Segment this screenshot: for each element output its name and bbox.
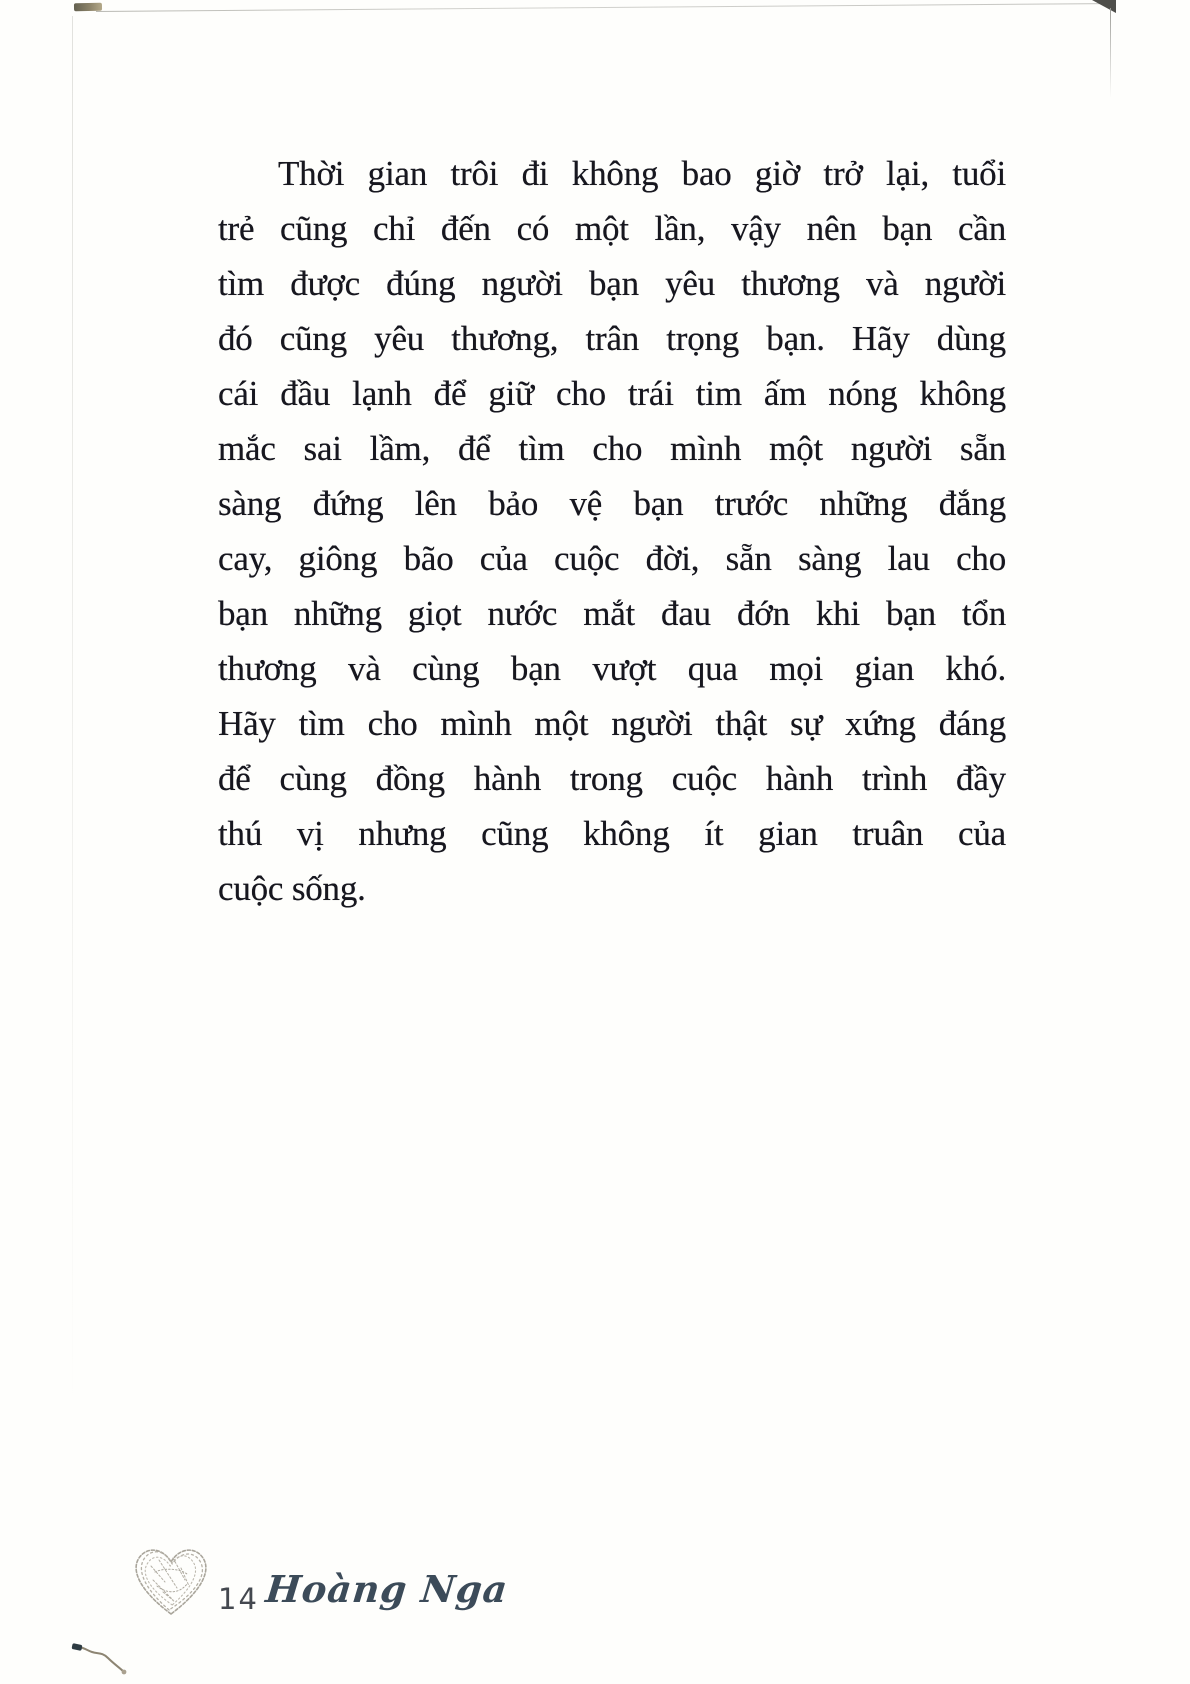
page-number: 14: [218, 1582, 259, 1616]
paragraph-line: Hãy tìm cho mình một người thật sự xứng đáng: [218, 704, 1006, 743]
paragraph-line: trẻ cũng chỉ đến có một lần, vậy nên bạn cần: [218, 209, 1006, 248]
paragraph-line: cuộc sống.: [218, 869, 366, 908]
paragraph-line: cái đầu lạnh để giữ cho trái tim ấm nóng không: [218, 374, 1006, 413]
paragraph-line: cay, giông bão của cuộc đời, sẵn sàng lau cho: [218, 539, 1006, 578]
paragraph-line: thương và cùng bạn vượt qua mọi gian khó.: [218, 649, 1006, 688]
scan-artifact-squiggle: [68, 1638, 140, 1683]
scan-right-edge-line: [1110, 8, 1111, 98]
paragraph: [218, 146, 1006, 916]
heart-sketch-icon: [129, 1542, 213, 1625]
paragraph-line: sàng đứng lên bảo vệ bạn trước những đắng: [218, 484, 1006, 523]
paragraph-line: thú vị nhưng cũng không ít gian truân của: [218, 814, 1006, 853]
paragraph-line: để cùng đồng hành trong cuộc hành trình đầy: [218, 759, 1006, 798]
author-signature: Hoàng Nga: [263, 1567, 511, 1611]
paragraph-line: mắc sai lầm, để tìm cho mình một người sẵn: [218, 429, 1006, 468]
paragraph-line: bạn những giọt nước mắt đau đớn khi bạn tổn: [218, 594, 1006, 633]
paragraph-line: đó cũng yêu thương, trân trọng bạn. Hãy dùng: [218, 319, 1006, 358]
scan-artifact-top-left: [74, 3, 102, 11]
scan-artifact-top-right: [1092, 0, 1116, 13]
paragraph-line: tìm được đúng người bạn yêu thương và người: [218, 264, 1006, 303]
scan-top-edge-line: [96, 3, 1106, 12]
scan-left-edge-line: [72, 16, 73, 1416]
paragraph-line: Thời gian trôi đi không bao giờ trở lại, tuổi: [278, 154, 1006, 193]
